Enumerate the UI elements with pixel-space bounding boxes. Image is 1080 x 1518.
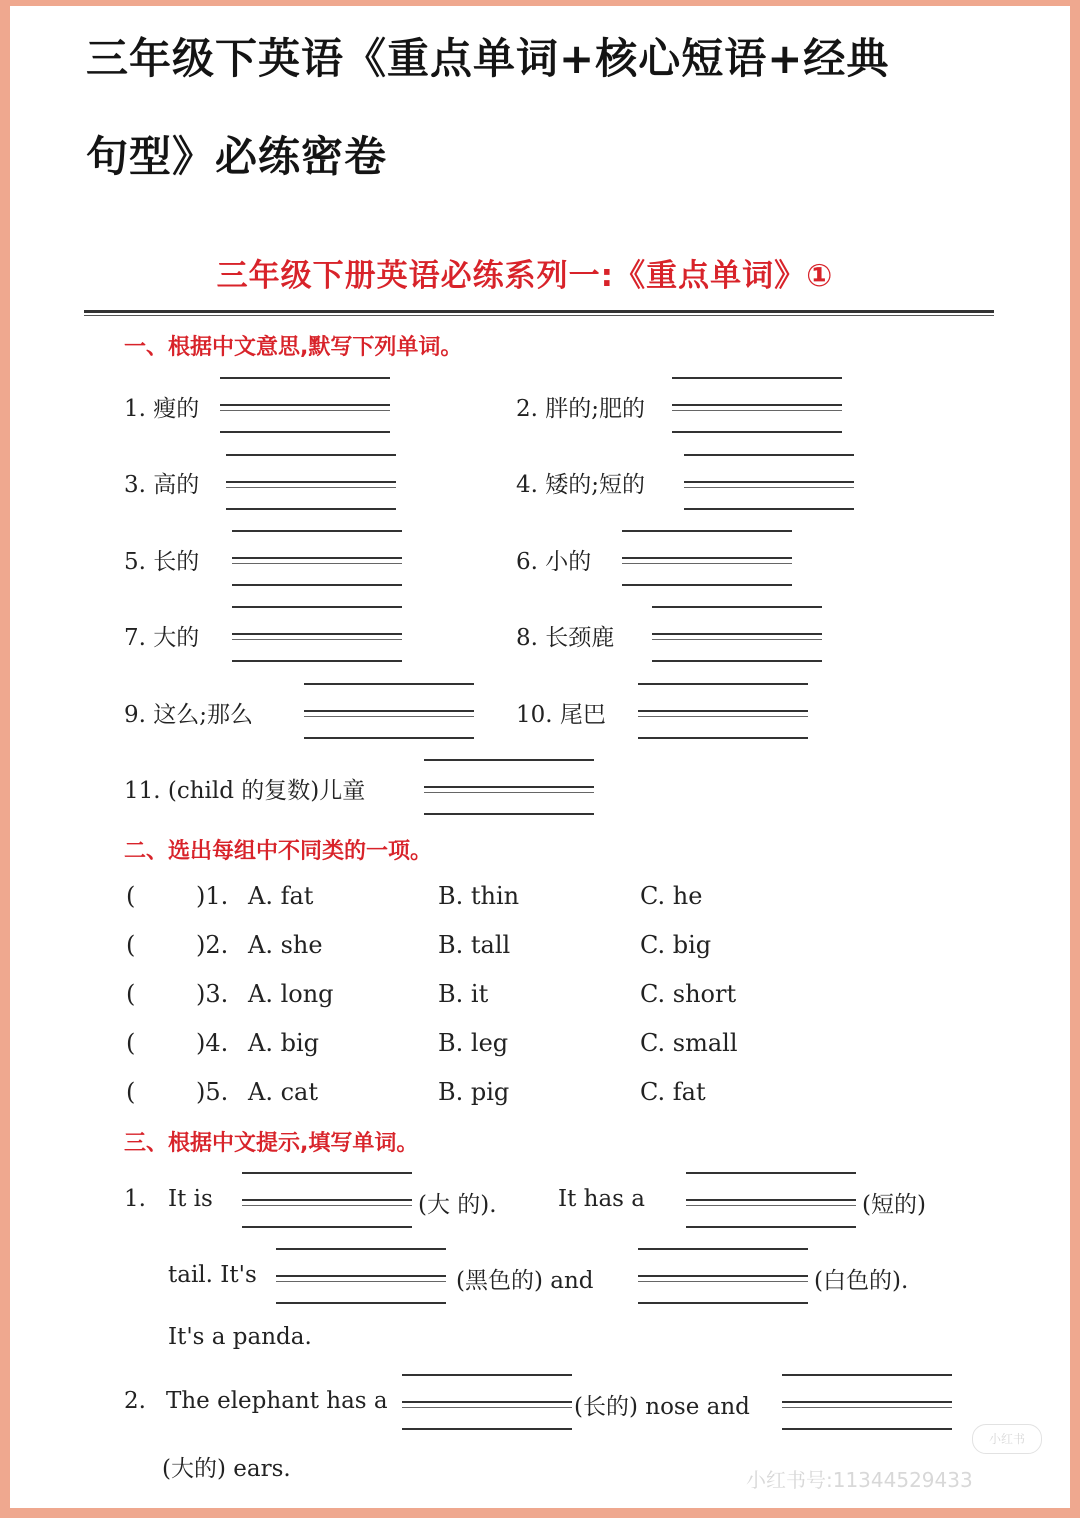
s2-row-2-bracket[interactable]: ( [126, 931, 136, 959]
s3-q2-line2: (大的) ears. [162, 1456, 291, 1482]
s2-row-3-bracket[interactable]: ( [126, 980, 136, 1008]
s3-q2-text-part1: The elephant has a [166, 1388, 388, 1414]
s2-row-4-option-a: A. big [248, 1029, 319, 1057]
s2-row-1-option-a: A. fat [248, 882, 314, 910]
s2-row-1-num: )1. [196, 882, 229, 910]
section1-heading: 一、根据中文意思,默写下列单词。 [124, 335, 463, 360]
s3-q2-hint-1: (长的) nose and [574, 1394, 750, 1420]
s3-q1-number: 1. [124, 1186, 146, 1212]
s1-item-10-answer[interactable] [638, 683, 808, 739]
s1-item-3-answer[interactable] [226, 454, 396, 510]
s2-row-2-option-a: A. she [248, 931, 323, 959]
s2-row-3-option-c: C. short [640, 980, 737, 1008]
s2-row-1-option-c: C. he [640, 882, 703, 910]
s1-item-3-label: 3. 高的 [124, 472, 200, 498]
s1-item-5-answer[interactable] [232, 530, 402, 586]
s3-q1-text-part1: It is [168, 1186, 213, 1212]
s3-q1-hint-3: (黑色的) and [456, 1268, 594, 1294]
s1-item-7-answer[interactable] [232, 606, 402, 662]
s2-row-3-num: )3. [196, 980, 229, 1008]
page-title-line1: 三年级下英语《重点单词+核心短语+经典 [86, 34, 890, 83]
s1-item-1-answer[interactable] [220, 377, 390, 433]
s1-item-8-answer[interactable] [652, 606, 822, 662]
section2-heading: 二、选出每组中不同类的一项。 [124, 839, 433, 864]
title-divider-thin [84, 315, 994, 316]
s2-row-2-option-c: C. big [640, 931, 712, 959]
s3-q1-text-part2: It has a [558, 1186, 645, 1212]
s1-item-2-label: 2. 胖的;肥的 [516, 396, 646, 422]
worksheet-page [10, 6, 1070, 1508]
s2-row-2-num: )2. [196, 931, 229, 959]
s3-q2-blank-2[interactable] [782, 1374, 952, 1430]
s1-item-11-answer[interactable] [424, 759, 594, 815]
s1-item-11-label: 11. (child 的复数)儿童 [124, 778, 366, 804]
page-title-line2: 句型》必练密卷 [86, 132, 388, 181]
s2-row-1-option-b: B. thin [438, 882, 520, 910]
s1-item-2-answer[interactable] [672, 377, 842, 433]
s1-item-10-label: 10. 尾巴 [516, 702, 606, 728]
s2-row-1-bracket[interactable]: ( [126, 882, 136, 910]
s1-item-1-label: 1. 瘦的 [124, 396, 200, 422]
s1-item-7-label: 7. 大的 [124, 625, 200, 651]
s1-item-9-label: 9. 这么;那么 [124, 702, 254, 728]
s1-item-5-label: 5. 长的 [124, 549, 200, 575]
s3-q2-blank-1[interactable] [402, 1374, 572, 1430]
s3-q1-hint-1: (大 的). [418, 1192, 497, 1218]
s2-row-4-bracket[interactable]: ( [126, 1029, 136, 1057]
s1-item-9-answer[interactable] [304, 683, 474, 739]
s2-row-5-num: )5. [196, 1078, 229, 1106]
s1-item-6-answer[interactable] [622, 530, 792, 586]
s3-q2-number: 2. [124, 1388, 146, 1414]
section3-heading: 三、根据中文提示,填写单词。 [124, 1131, 419, 1156]
s2-row-3-option-a: A. long [248, 980, 334, 1008]
watermark-logo: 小红书 [972, 1424, 1042, 1454]
s3-q1-line3: It's a panda. [168, 1324, 312, 1350]
s2-row-5-bracket[interactable]: ( [126, 1078, 136, 1106]
s2-row-5-option-a: A. cat [248, 1078, 318, 1106]
s1-item-8-label: 8. 长颈鹿 [516, 625, 615, 651]
worksheet-subtitle: 三年级下册英语必练系列一:《重点单词》① [216, 258, 834, 294]
s1-item-6-label: 6. 小的 [516, 549, 592, 575]
s2-row-4-option-c: C. small [640, 1029, 738, 1057]
s2-row-2-option-b: B. tall [438, 931, 511, 959]
s2-row-5-option-c: C. fat [640, 1078, 706, 1106]
watermark-text: 小红书号:11344529433 [746, 1468, 973, 1492]
s1-item-4-answer[interactable] [684, 454, 854, 510]
title-divider-thick [84, 310, 994, 313]
s1-item-4-label: 4. 矮的;短的 [516, 472, 646, 498]
s3-q1-text-part3: tail. It's [168, 1262, 257, 1288]
s3-q1-blank-4[interactable] [638, 1248, 808, 1304]
s2-row-5-option-b: B. pig [438, 1078, 510, 1106]
s3-q1-hint-4: (白色的). [814, 1268, 909, 1294]
s2-row-4-num: )4. [196, 1029, 229, 1057]
s2-row-3-option-b: B. it [438, 980, 489, 1008]
s3-q1-blank-3[interactable] [276, 1248, 446, 1304]
s3-q1-hint-2: (短的) [862, 1192, 926, 1218]
s2-row-4-option-b: B. leg [438, 1029, 509, 1057]
s3-q1-blank-1[interactable] [242, 1172, 412, 1228]
s3-q1-blank-2[interactable] [686, 1172, 856, 1228]
